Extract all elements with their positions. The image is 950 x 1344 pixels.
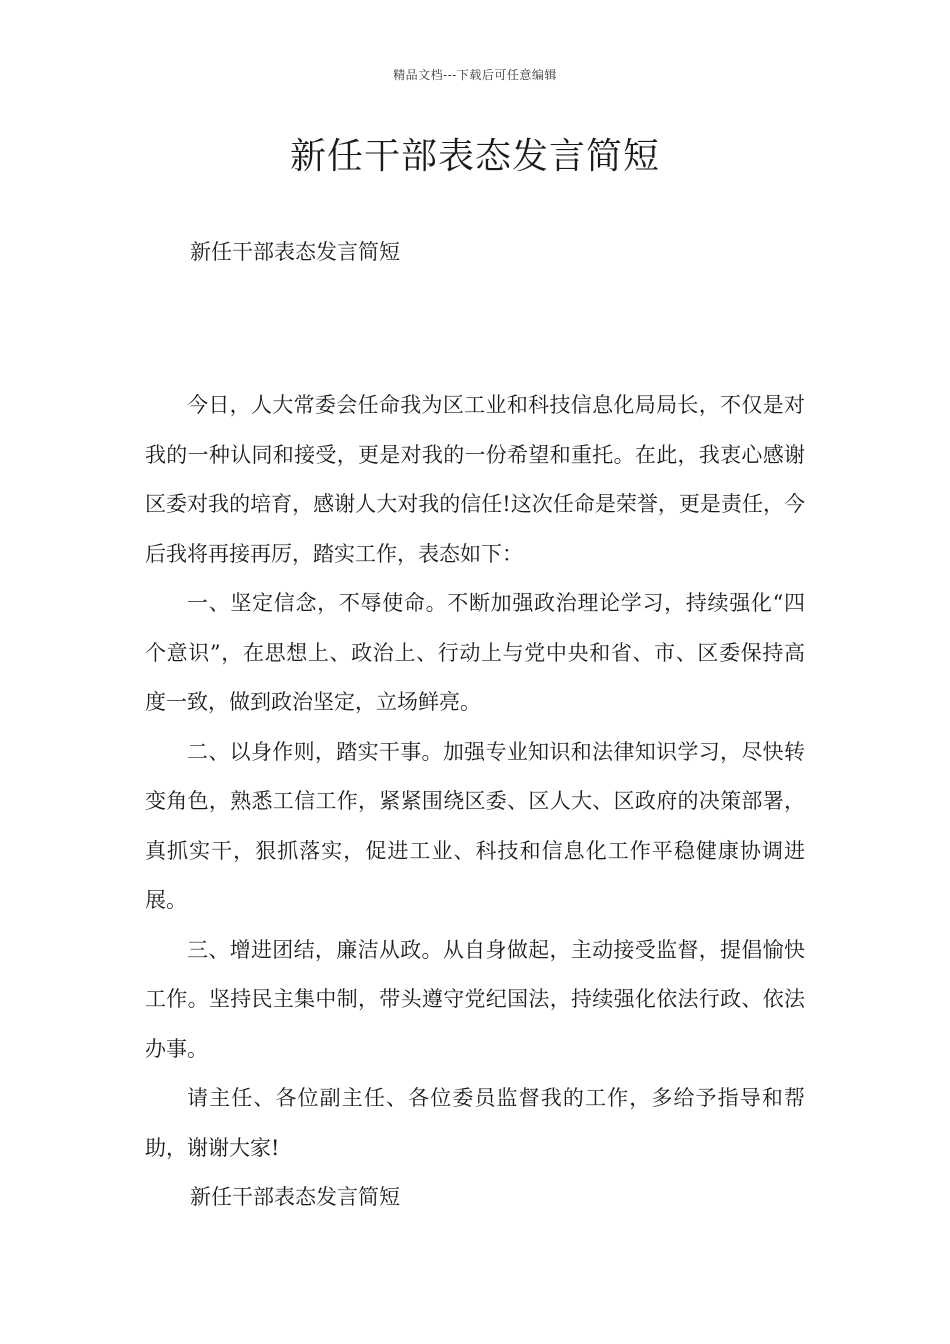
document-title: 新任干部表态发言简短 [289, 136, 660, 177]
paragraph-intro: 今日，人大常委会任命我为区工业和科技信息化局局长，不仅是对我的一种认同和接受，更是对我的一份希望和重托。在此，我衷心感谢区委对我的培育，感谢人大对我的信任!这次任命是荣誉，更是责任，今后我将再接再厉，踏实工作，表态如下： [145, 393, 805, 566]
paragraph-point-1: 一、坚定信念，不辱使命。不断加强政治理论学习，持续强化“四个意识”，在思想上、政治上、行动上与党中央和省、市、区委保持高度一致，做到政治坚定，立场鲜亮。 [145, 591, 805, 714]
header-note: 精品文档---下载后可任意编辑 [393, 68, 557, 82]
paragraph-point-2: 二、以身作则，踏实干事。加强专业知识和法律知识学习，尽快转变角色，熟悉工信工作，紧紧围绕区委、区人大、区政府的决策部署，真抓实干，狠抓落实，促进工业、科技和信息化工作平稳健康协调进展。 [145, 739, 805, 912]
paragraph-closing: 请主任、各位副主任、各位委员监督我的工作，多给予指导和帮助，谢谢大家! [145, 1086, 805, 1160]
document-subtitle: 新任干部表态发言简短 [190, 240, 400, 264]
paragraph-point-3: 三、增进团结，廉洁从政。从自身做起，主动接受监督，提倡愉快工作。坚持民主集中制，带头遵守党纪国法，持续强化依法行政、依法办事。 [145, 937, 805, 1061]
document-body [145, 381, 805, 1173]
footer-title: 新任干部表态发言简短 [190, 1185, 400, 1209]
